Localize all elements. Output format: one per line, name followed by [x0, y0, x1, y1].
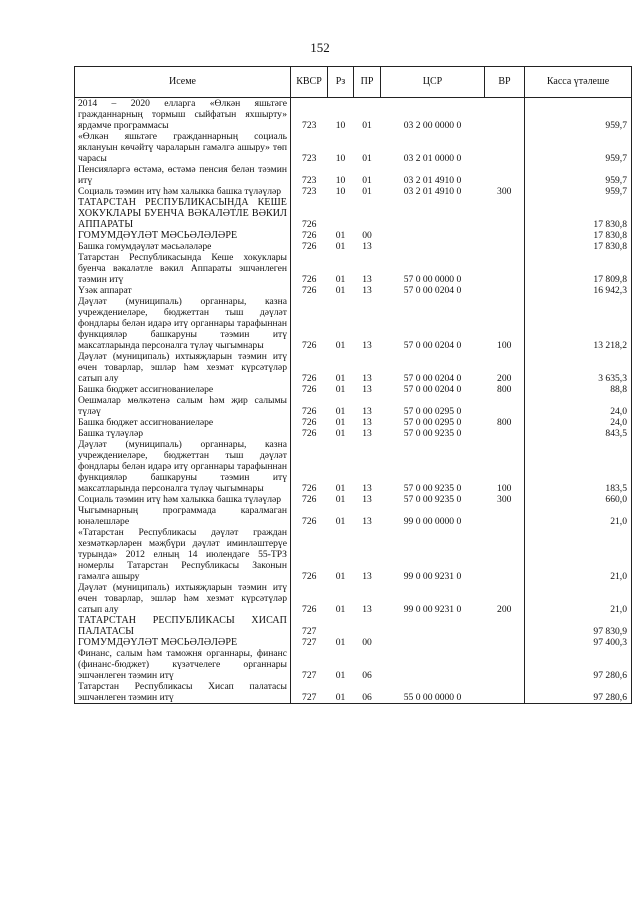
- cell-amount: 24,0: [525, 395, 632, 417]
- cell-name: Башка түләүләр: [75, 428, 291, 439]
- cell-name: Чыгымнарның программада каралмаган юнәлешләре: [75, 505, 291, 527]
- cell-vr: 100: [485, 439, 525, 494]
- cell-pr: [354, 615, 381, 637]
- cell-rz: 10: [335, 153, 346, 164]
- cell-name: Социаль тәэмин итү һәм халыкка башка түләүләр: [75, 186, 291, 197]
- cell-amount: 21,0: [525, 505, 632, 527]
- cell-vr: 300: [485, 494, 525, 505]
- cell-kvsr: 726: [302, 428, 317, 439]
- table-row: [75, 241, 632, 252]
- cell-amount: 660,0: [525, 494, 632, 505]
- cell-vr: [485, 241, 525, 252]
- cell-csr: [381, 648, 485, 681]
- cell-name: Дәүләт (муниципаль) органнары, казна учреждениеләре, бюджеттан тыш дәүләт фондлары белән идарә итү органнары тарафыннан функцияләр башкаруны тәэмин итү максатларында персоналга түләү чыгымнары: [75, 296, 291, 351]
- cell-vr: 100: [485, 296, 525, 351]
- table-header-row: [75, 67, 632, 98]
- cell-pr: 13: [362, 494, 372, 505]
- cell-vr: [485, 98, 525, 132]
- cell-name: Башка бюджет ассигнованиеләре: [75, 384, 291, 395]
- cell-csr: [381, 615, 485, 637]
- cell-pr: 01: [362, 186, 372, 197]
- cell-kvsr: 726: [302, 274, 317, 285]
- cell-amount: 959,7: [525, 131, 632, 164]
- cell-pr: 13: [362, 241, 372, 252]
- table-row: [75, 285, 632, 296]
- cell-kvsr: 727: [302, 670, 317, 681]
- header-kassa: Касса үтәлеше: [525, 67, 632, 98]
- header-kvsr: КВСР: [291, 67, 328, 98]
- cell-amount: 21,0: [525, 527, 632, 582]
- table-row: [75, 439, 632, 494]
- cell-csr: 57 0 00 0204 0: [403, 384, 462, 395]
- table-row: [75, 197, 632, 230]
- cell-name: 2014 – 2020 елларга «Өлкән яшьтәге гражданнарның тормыш сыйфатын яхшырту» ярдәмче программасы: [75, 98, 291, 132]
- cell-pr: 01: [362, 120, 372, 131]
- table-body: [75, 98, 632, 704]
- cell-name: Оешмалар мөлкәтенә салым һәм җир салымы түләү: [75, 395, 291, 417]
- cell-amount: 24,0: [525, 417, 632, 428]
- cell-csr: 99 0 00 9231 0: [403, 604, 462, 615]
- cell-pr: 13: [362, 373, 372, 384]
- cell-amount: 88,8: [525, 384, 632, 395]
- table-row: [75, 98, 632, 132]
- cell-vr: 200: [485, 582, 525, 615]
- table-row: [75, 131, 632, 164]
- cell-amount: 17 830,8: [525, 197, 632, 230]
- cell-pr: 13: [362, 604, 372, 615]
- cell-rz: 10: [335, 186, 346, 197]
- cell-amount: 13 218,2: [525, 296, 632, 351]
- cell-pr: 13: [362, 384, 372, 395]
- cell-name: ТАТАРСТАН РЕСПУБЛИКАСЫНДА КЕШЕ ХОКУКЛАРЫ БУЕНЧА ВӘКАЛӘТЛЕ ВӘКИЛ АППАРАТЫ: [75, 197, 291, 230]
- cell-amount: 183,5: [525, 439, 632, 494]
- table-row: [75, 296, 632, 351]
- cell-csr: 57 0 00 0204 0: [403, 340, 462, 351]
- cell-rz: 10: [335, 120, 346, 131]
- cell-vr: [485, 395, 525, 417]
- cell-rz: 01: [335, 637, 346, 648]
- table-row: [75, 494, 632, 505]
- cell-csr: 03 2 01 0000 0: [403, 153, 462, 164]
- table-row: [75, 351, 632, 384]
- cell-pr: 06: [354, 681, 381, 704]
- cell-pr: 13: [362, 571, 372, 582]
- cell-vr: [485, 230, 525, 241]
- table-row: [75, 637, 632, 648]
- cell-kvsr: 726: [302, 241, 317, 252]
- cell-rz: 01: [335, 285, 346, 296]
- cell-rz: 01: [335, 406, 346, 417]
- cell-csr: 57 0 00 0295 0: [403, 406, 462, 417]
- cell-pr: 01: [362, 153, 372, 164]
- cell-rz: 01: [335, 604, 346, 615]
- cell-pr: 13: [362, 406, 372, 417]
- cell-pr: 00: [362, 230, 372, 241]
- cell-kvsr: 726: [302, 571, 317, 582]
- cell-rz: 01: [335, 428, 346, 439]
- cell-vr: [485, 164, 525, 186]
- cell-amount: 17 809,8: [525, 252, 632, 285]
- cell-kvsr: 723: [302, 186, 317, 197]
- cell-pr: 01: [362, 175, 372, 186]
- cell-rz: 01: [335, 384, 346, 395]
- cell-pr: 13: [362, 428, 372, 439]
- cell-name: Социаль тәэмин итү һәм халыкка башка түләүләр: [75, 494, 291, 505]
- cell-name: «Өлкән яшьтәге гражданнарның социаль яклануын көчәйтү чараларын гамәлгә ашыру» төп чарасы: [75, 131, 291, 164]
- header-csr: ЦСР: [381, 67, 485, 98]
- cell-vr: [485, 197, 525, 230]
- cell-rz: 01: [335, 494, 346, 505]
- table-row: [75, 186, 632, 197]
- cell-vr: 800: [485, 417, 525, 428]
- cell-kvsr: 726: [302, 417, 317, 428]
- cell-csr: [381, 230, 485, 241]
- cell-vr: [485, 252, 525, 285]
- cell-name: Дәүләт (муниципаль) ихтыяҗларын тәэмин итү өчен товарлар, эшләр һәм хезмәт күрсәтүләр сатып алу: [75, 582, 291, 615]
- cell-csr: 57 0 00 9235 0: [403, 428, 462, 439]
- cell-rz: 01: [335, 340, 346, 351]
- cell-kvsr: 723: [302, 120, 317, 131]
- header-rz: Рз: [328, 67, 354, 98]
- cell-vr: [485, 428, 525, 439]
- cell-rz: 01: [335, 417, 346, 428]
- cell-pr: 13: [362, 483, 372, 494]
- cell-amount: 97 830,9: [525, 615, 632, 637]
- header-pr: ПР: [354, 67, 381, 98]
- cell-kvsr: 726: [302, 604, 317, 615]
- cell-kvsr: 726: [302, 516, 317, 527]
- cell-amount: 97 280,6: [525, 648, 632, 681]
- cell-vr: 800: [485, 384, 525, 395]
- header-name: Исеме: [75, 67, 291, 98]
- table-row: [75, 505, 632, 527]
- cell-name: Финанс, салым һәм таможня органнары, финанс (финанс-бюджет) күзәтчелеге органнары эшчәнлеген тәэмин итү: [75, 648, 291, 681]
- cell-amount: 959,7: [525, 98, 632, 132]
- cell-amount: 16 942,3: [525, 285, 632, 296]
- cell-kvsr: 726: [302, 373, 317, 384]
- cell-kvsr: 726: [302, 285, 317, 296]
- cell-amount: 3 635,3: [525, 351, 632, 384]
- cell-name: ТАТАРСТАН РЕСПУБЛИКАСЫ ХИСАП ПАЛАТАСЫ: [75, 615, 291, 637]
- cell-kvsr: 727: [302, 637, 317, 648]
- cell-amount: 959,7: [525, 164, 632, 186]
- cell-kvsr: 723: [302, 153, 317, 164]
- cell-vr: [485, 648, 525, 681]
- cell-name: ГОМУМДӘҮЛӘТ МӘСЬӘЛӘЛӘРЕ: [75, 637, 291, 648]
- cell-name: Башка гомумдәүләт мәсьәләләре: [75, 241, 291, 252]
- cell-vr: [485, 615, 525, 637]
- cell-kvsr: 726: [302, 384, 317, 395]
- cell-amount: 17 830,8: [525, 241, 632, 252]
- page-number: 152: [310, 40, 330, 55]
- table-row: [75, 252, 632, 285]
- cell-csr: 99 0 00 9231 0: [403, 571, 462, 582]
- table-row: [75, 164, 632, 186]
- cell-pr: 06: [362, 670, 372, 681]
- cell-rz: 01: [335, 483, 346, 494]
- cell-csr: [381, 197, 485, 230]
- cell-rz: [328, 197, 354, 230]
- cell-csr: 57 0 00 0204 0: [403, 285, 462, 296]
- cell-csr: 03 2 00 0000 0: [403, 120, 462, 131]
- cell-rz: 01: [335, 516, 346, 527]
- cell-name: Башка бюджет ассигнованиеләре: [75, 417, 291, 428]
- cell-vr: [485, 527, 525, 582]
- cell-pr: 13: [362, 274, 372, 285]
- cell-csr: 03 2 01 4910 0: [403, 175, 462, 186]
- cell-csr: 55 0 00 0000 0: [381, 681, 485, 704]
- cell-kvsr: 726: [302, 406, 317, 417]
- cell-name: Пенсияләргә өстәмә, өстәмә пенсия белән тәэмин итү: [75, 164, 291, 186]
- cell-pr: 13: [362, 516, 372, 527]
- table-row: [75, 527, 632, 582]
- cell-kvsr: 723: [302, 175, 317, 186]
- cell-rz: 01: [335, 241, 346, 252]
- cell-name: Татарстан Республикасында Кеше хокуклары буенча вәкаләтле вәкил Аппараты эшчәнлеген тәэмин итү: [75, 252, 291, 285]
- cell-name: «Татарстан Республикасы дәүләт граждан хезмәткәрләрен мәҗбүри дәүләт иминләштерүе турында» 2012 елның 14 июлендәге 55-ТРЗ номерлы Татарстан Республикасы Законын гамәлгә ашыру: [75, 527, 291, 582]
- cell-kvsr: 727: [291, 681, 328, 704]
- cell-rz: [328, 615, 354, 637]
- cell-kvsr: 726: [302, 219, 317, 230]
- cell-rz: 01: [335, 230, 346, 241]
- cell-pr: 13: [362, 417, 372, 428]
- cell-csr: 57 0 00 0295 0: [403, 417, 462, 428]
- cell-name: Татарстан Республикасы Хисап палатасы эшчәнлеген тәэмин итү: [75, 681, 291, 704]
- cell-kvsr: 726: [302, 340, 317, 351]
- cell-csr: [381, 637, 485, 648]
- cell-rz: 10: [335, 175, 346, 186]
- table-row: [75, 681, 632, 704]
- table-row: [75, 428, 632, 439]
- table-row: [75, 230, 632, 241]
- cell-pr: 00: [362, 637, 372, 648]
- cell-csr: 57 0 00 0204 0: [403, 373, 462, 384]
- cell-csr: 57 0 00 9235 0: [403, 494, 462, 505]
- cell-vr: [485, 637, 525, 648]
- table-row: [75, 384, 632, 395]
- cell-kvsr: 726: [302, 494, 317, 505]
- cell-csr: 57 0 00 0000 0: [403, 274, 462, 285]
- header-vr: ВР: [485, 67, 525, 98]
- table-row: [75, 615, 632, 637]
- cell-name: Дәүләт (муниципаль) органнары, казна учреждениеләре, бюджеттан тыш дәүләт фондлары белән идарә итү органнары тарафыннан функцияләр башкаруны тәэмин итү максатларында персоналга түләү чыгымнары: [75, 439, 291, 494]
- cell-pr: [354, 197, 381, 230]
- cell-vr: [485, 681, 525, 704]
- cell-amount: 97 400,3: [525, 637, 632, 648]
- cell-rz: 01: [335, 670, 346, 681]
- cell-amount: 21,0: [525, 582, 632, 615]
- cell-rz: 01: [335, 373, 346, 384]
- cell-vr: 200: [485, 351, 525, 384]
- cell-name: Үзәк аппарат: [75, 285, 291, 296]
- table-row: [75, 582, 632, 615]
- cell-amount: 843,5: [525, 428, 632, 439]
- cell-rz: 01: [328, 681, 354, 704]
- cell-vr: 300: [485, 186, 525, 197]
- cell-pr: 13: [362, 285, 372, 296]
- cell-kvsr: 727: [302, 626, 317, 637]
- table-row: [75, 395, 632, 417]
- cell-rz: 01: [335, 571, 346, 582]
- cell-csr: 99 0 00 0000 0: [403, 516, 462, 527]
- table-row: [75, 417, 632, 428]
- cell-kvsr: 726: [302, 230, 317, 241]
- cell-vr: [485, 505, 525, 527]
- cell-name: ГОМУМДӘҮЛӘТ МӘСЬӘЛӘЛӘРЕ: [75, 230, 291, 241]
- cell-amount: 97 280,6: [525, 681, 632, 704]
- cell-amount: 17 830,8: [525, 230, 632, 241]
- cell-csr: 03 2 01 4910 0: [403, 186, 462, 197]
- cell-vr: [485, 285, 525, 296]
- cell-rz: 01: [335, 274, 346, 285]
- cell-csr: 57 0 00 9235 0: [403, 483, 462, 494]
- cell-csr: [381, 241, 485, 252]
- budget-table: [74, 66, 632, 704]
- cell-amount: 959,7: [525, 186, 632, 197]
- cell-name: Дәүләт (муниципаль) ихтыяҗларын тәэмин итү өчен товарлар, эшләр һәм хезмәт күрсәтүләр сатып алу: [75, 351, 291, 384]
- cell-kvsr: 726: [302, 483, 317, 494]
- cell-pr: 13: [362, 340, 372, 351]
- cell-vr: [485, 131, 525, 164]
- table-row: [75, 648, 632, 681]
